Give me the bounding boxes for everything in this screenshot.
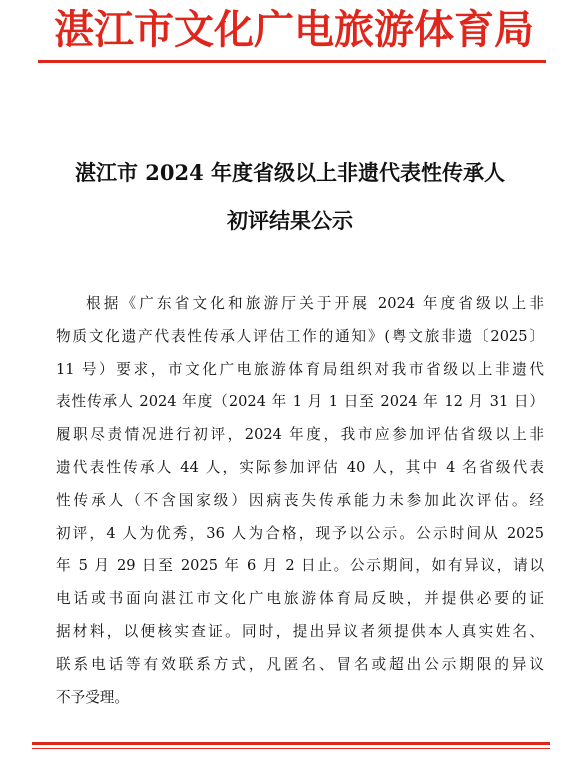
footer-red-rule-thin — [32, 748, 550, 749]
document-title-line-2: 初评结果公示 — [227, 208, 353, 233]
body-line: 遗代表性传承人 44 人，实际参加评估 40 人，其中 4 名省级代表 — [56, 458, 544, 476]
letterhead-red-rule — [38, 60, 546, 63]
body-line: 物质文化遗产代表性传承人评估工作的通知》(粤文旅非遗〔2025〕 — [56, 327, 544, 345]
body-line: 表性传承人 2024 年度（2024 年 1 月 1 日至 2024 年 12 月 31 日） — [56, 393, 544, 411]
body-line: 初评，4 人为优秀，36 人为合格，现予以公示。公示时间从 2025 — [56, 524, 544, 542]
body-line: 不予受理。 — [56, 688, 129, 706]
letterhead-org-name: 湛江市文化广电旅游体育局 — [54, 6, 534, 53]
body-line: 根据《广东省文化和旅游厅关于开展 2024 年度省级以上非 — [86, 295, 544, 312]
body-line: 11 号）要求，市文化广电旅游体育局组织对我市省级以上非遗代 — [56, 360, 544, 378]
body-line: 电话或书面向湛江市文化广电旅游体育局反映，并提供必要的证 — [56, 590, 544, 608]
document-title — [30, 149, 550, 245]
document-title-line-1: 湛江市 2024 年度省级以上非遗代表性传承人 — [74, 160, 506, 185]
body-line: 据材料，以便核实查证。同时，提出异议者须提供本人真实姓名、 — [56, 622, 544, 640]
footer-red-rule-thick — [32, 742, 550, 745]
body-line: 联系电话等有效联系方式，凡匿名、冒名或超出公示期限的异议 — [56, 655, 544, 673]
body-line: 年 5 月 29 日至 2025 年 6 月 2 日止。公示期间，如有异议，请以 — [56, 557, 544, 575]
body-line: 履职尽责情况进行初评，2024 年度，我市应参加评估省级以上非 — [56, 426, 544, 444]
body-line: 性传承人（不含国家级）因病丧失传承能力未参加此次评估。经 — [56, 491, 544, 509]
document-body — [56, 288, 544, 714]
letterhead — [0, 0, 580, 70]
